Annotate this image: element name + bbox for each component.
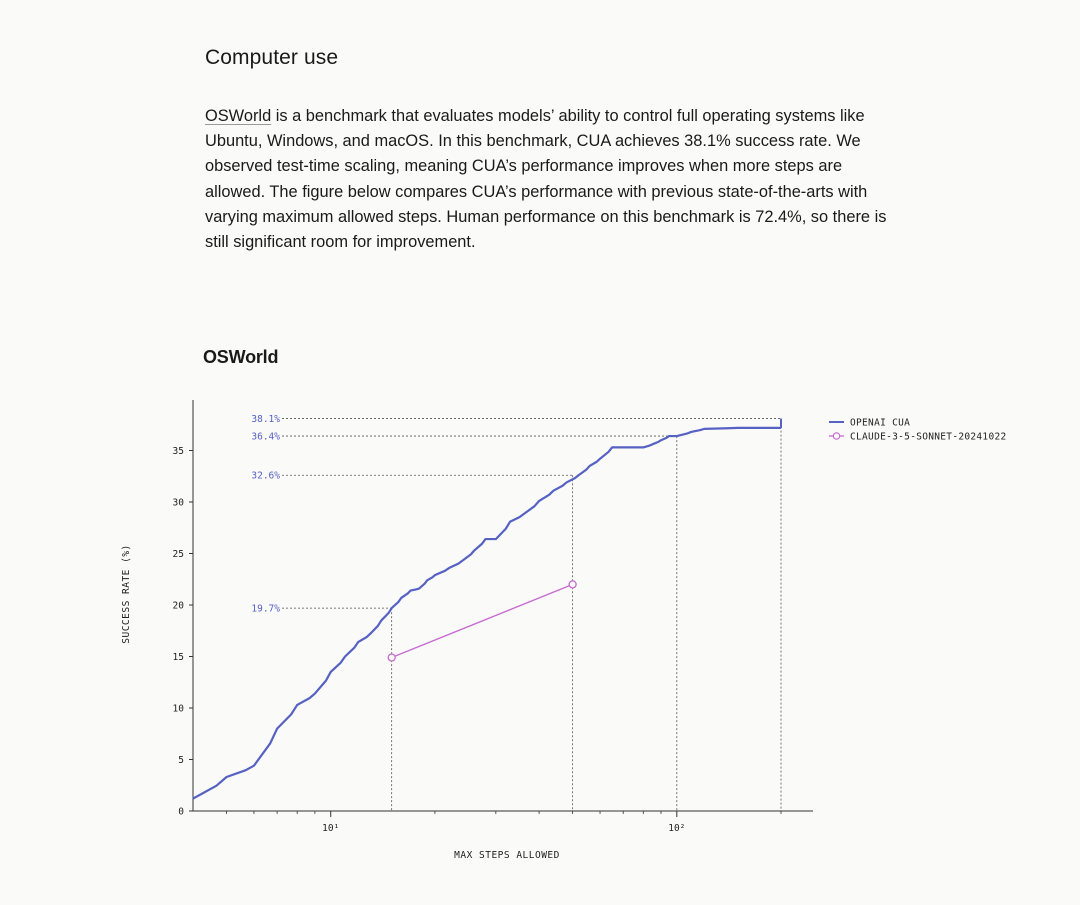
y-tick-label-0: 0 [178,806,184,818]
legend-label-1: CLAUDE-3-5-SONNET-20241022 [850,431,1007,443]
osworld-link[interactable]: OSWorld [205,107,272,125]
x-axis-label: MAX STEPS ALLOWED [454,850,560,861]
y-tick-label-5: 5 [178,755,184,766]
x-tick-label-10: 10¹ [322,823,340,834]
y-tick-label-30: 30 [172,497,184,509]
legend-marker-1 [833,433,839,439]
body-paragraph [205,104,895,255]
y-axis-label: SUCCESS RATE (%) [121,544,132,644]
y-tick-label-20: 20 [172,600,184,612]
y-tick-label-10: 10 [172,703,184,715]
ref-label-2: 32.6% [251,470,280,482]
series-line-1 [392,584,573,657]
chart-title: OSWorld [203,347,279,367]
legend-label-0: OPENAI CUA [850,417,911,429]
ref-label-1: 36.4% [251,431,280,443]
section-title: Computer use [205,46,339,69]
body-paragraph-text: is a benchmark that evaluates models’ ability to control full operating systems like Ubuntu, Windows, and macOS. In this benchmark, CUA achieves 38.1% success rate. We observed test-time scaling, meaning CUA’s performance improves when more steps are allowed. The figure below compares CUA’s performance with previous state-of-the-arts with varying maximum allowed steps. Human performance on this benchmark is 72.4%, so there is still significant room for improvement. [205,107,887,252]
series-point-1-1 [569,581,576,588]
y-tick-label-15: 15 [172,652,184,663]
y-tick-label-25: 25 [172,549,184,560]
ref-label-0: 38.1% [251,414,280,426]
x-tick-label-100: 10² [668,823,686,834]
ref-label-3: 19.7% [251,603,280,615]
y-tick-label-35: 35 [172,446,184,457]
series-point-1-0 [388,654,395,661]
series-line-0 [193,428,781,799]
